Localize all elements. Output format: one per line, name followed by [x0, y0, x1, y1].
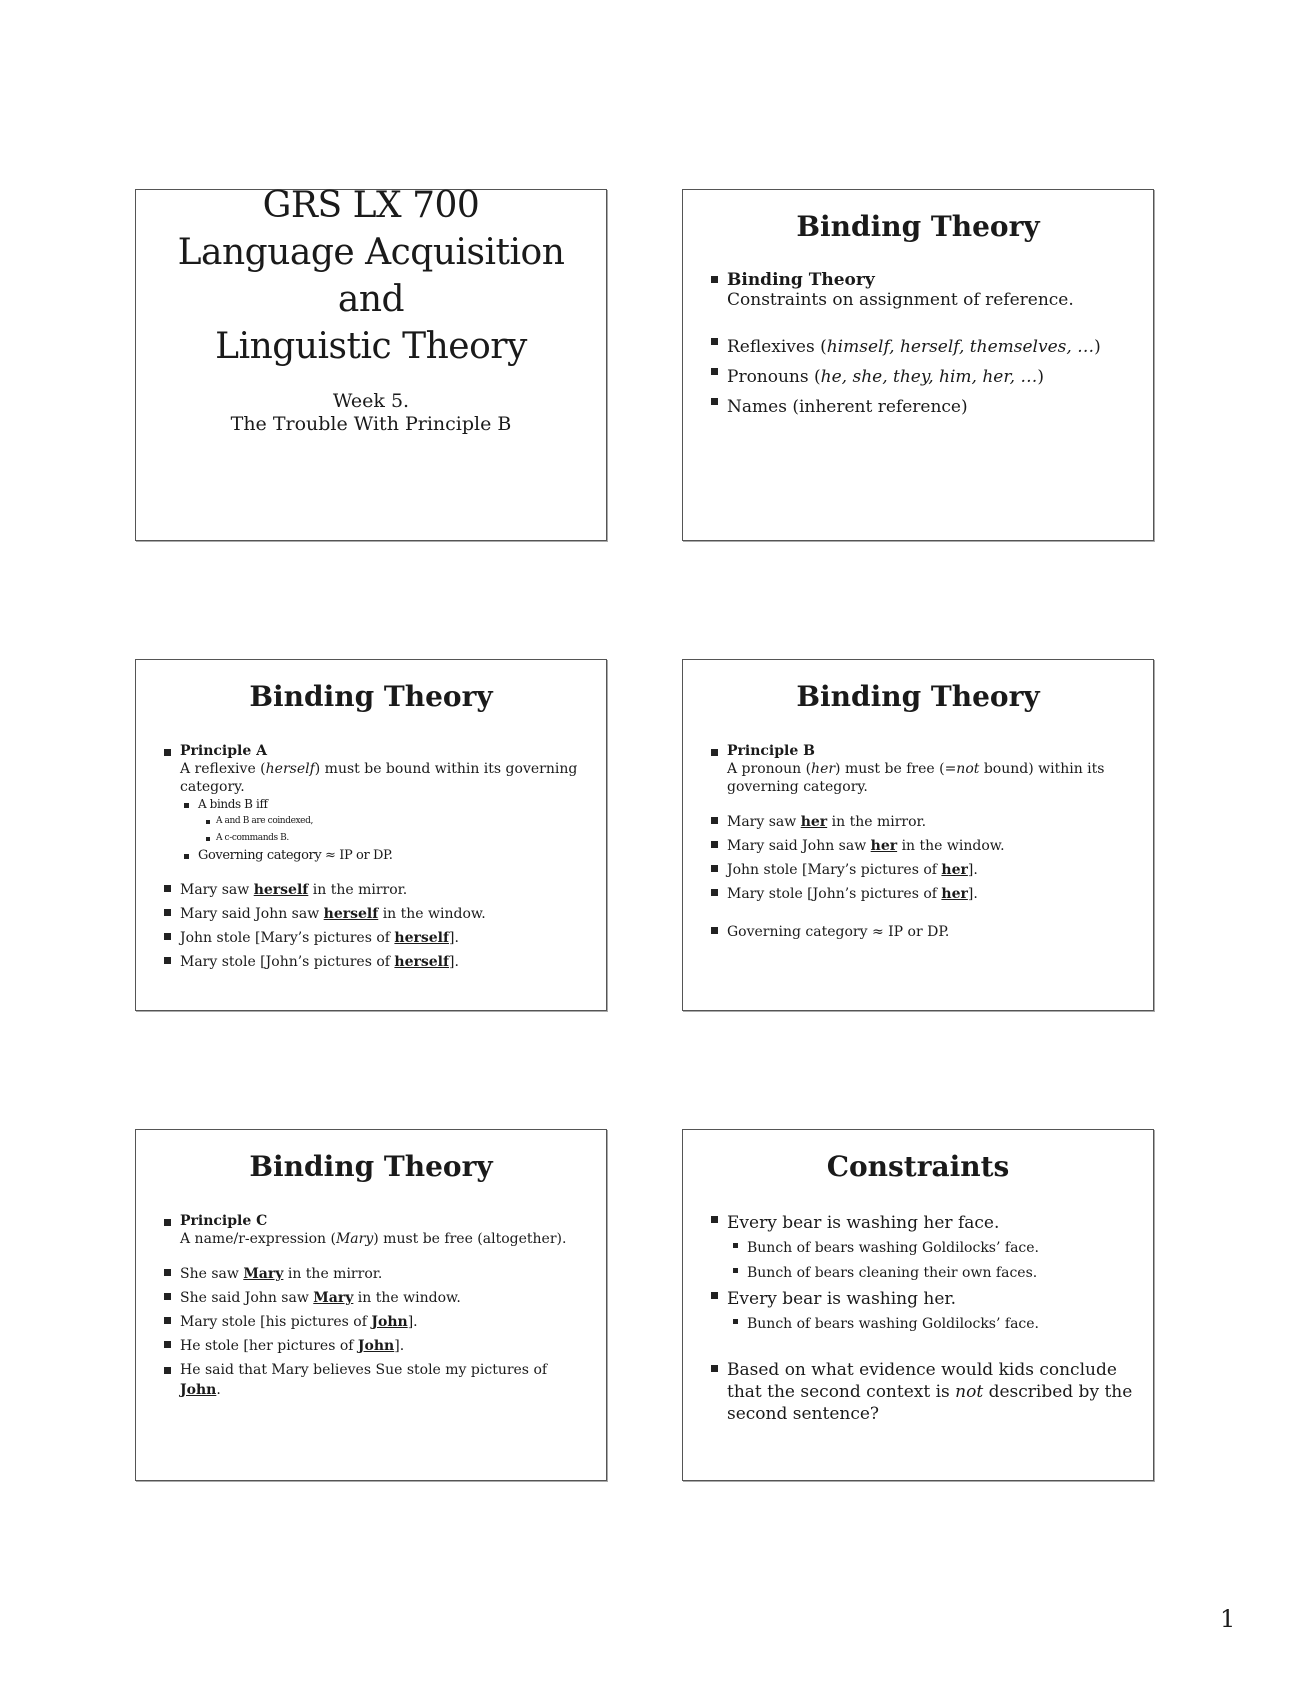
- bullet-heading: Principle A: [180, 743, 267, 759]
- text: ): [1037, 367, 1045, 387]
- underlined-text: herself: [394, 930, 449, 946]
- slide-body: [164, 1212, 592, 1400]
- underlined-text: her: [941, 862, 968, 878]
- text: ].: [449, 954, 459, 970]
- bullet-heading: Principle C: [180, 1213, 268, 1229]
- underlined-text: herself: [253, 882, 309, 898]
- slide-3-principle-a: [135, 659, 607, 1011]
- text: described by the second sentence?: [727, 1382, 1133, 1424]
- italic-text: himself, herself, themselves, …: [826, 337, 1095, 357]
- slide-1-title: [135, 185, 607, 541]
- text: ].: [394, 1338, 405, 1354]
- example-item: [164, 926, 592, 950]
- text: A reflexive (: [180, 761, 266, 777]
- underlined-text: herself: [394, 954, 449, 970]
- example-item: [164, 902, 592, 926]
- text: in the window.: [378, 906, 486, 922]
- italic-text: herself: [265, 761, 315, 777]
- sub-bullet: Bunch of bears cleaning their own faces.: [733, 1261, 1139, 1286]
- bullet-text: Constraints on assignment of reference.: [727, 290, 1074, 310]
- slide-title: Binding Theory: [796, 680, 1040, 713]
- text: John stole [Mary’s pictures of: [180, 930, 395, 946]
- title-line-3: and: [337, 279, 405, 320]
- example-item: [164, 878, 592, 902]
- slide-4-principle-b: [682, 659, 1154, 1011]
- underlined-text: herself: [323, 906, 379, 922]
- underlined-text: Mary: [313, 1290, 354, 1306]
- text: in the mirror.: [827, 814, 927, 830]
- underlined-text: her: [800, 814, 828, 830]
- text: ].: [967, 886, 978, 902]
- slide-2-binding-theory: [682, 189, 1154, 541]
- bullet-item: [711, 1359, 1139, 1425]
- text: in the mirror.: [283, 1266, 383, 1282]
- bullet-heading: Principle B: [727, 743, 815, 759]
- italic-text: he, she, they, him, her, …: [820, 367, 1038, 387]
- example-item: [164, 1310, 592, 1334]
- text: .: [216, 1382, 221, 1398]
- bullet-item: [711, 742, 1139, 796]
- text: Reflexives (: [727, 337, 827, 357]
- slide-title: Constraints: [826, 1150, 1010, 1183]
- slide-body: [711, 270, 1139, 422]
- example-item: [164, 1286, 592, 1310]
- text: He said that Mary believes Sue stole my pictures of: [180, 1362, 548, 1378]
- example-item: [164, 1334, 592, 1358]
- text: A name/r-expression (: [180, 1231, 336, 1247]
- text: Mary stole [John’s pictures of: [180, 954, 395, 970]
- example-item: [164, 1262, 592, 1286]
- bullet-item: Governing category ≈ IP or DP.: [711, 920, 1139, 944]
- text: ): [1094, 337, 1101, 357]
- italic-text: not: [956, 761, 980, 777]
- text: in the window.: [897, 838, 1005, 854]
- text: A pronoun (: [727, 761, 812, 777]
- underlined-text: Mary: [243, 1266, 284, 1282]
- italic-text: her: [811, 761, 836, 777]
- underlined-text: John: [180, 1382, 217, 1398]
- slide-title: Binding Theory: [796, 210, 1040, 243]
- text: She said John saw: [180, 1290, 314, 1306]
- italic-text: not: [955, 1382, 984, 1402]
- sub-bullet: A binds B iff: [184, 796, 592, 813]
- example-item: [164, 1360, 592, 1400]
- underlined-text: her: [870, 838, 898, 854]
- deck-title: [136, 182, 606, 370]
- bullet-item: [164, 1212, 592, 1248]
- bullet-item: Every bear is washing her face.: [711, 1210, 1139, 1236]
- text: Mary stole [John’s pictures of: [727, 886, 942, 902]
- bullet-item: [164, 742, 592, 796]
- sub-sub-bullet: A c-commands B.: [206, 830, 592, 847]
- text: Pronouns (: [727, 367, 821, 387]
- text: Mary saw: [180, 882, 254, 898]
- slide-body: [711, 742, 1139, 944]
- example-item: [711, 810, 1139, 834]
- example-item: [711, 858, 1139, 882]
- page-number: 1: [1220, 1605, 1236, 1633]
- slide-body: [711, 1210, 1139, 1425]
- sub-bullet: Governing category ≈ IP or DP.: [184, 847, 592, 864]
- deck-subtitle: [136, 390, 606, 436]
- slide-5-principle-c: [135, 1129, 607, 1481]
- sub-bullet: Bunch of bears washing Goldilocks’ face.: [733, 1236, 1139, 1261]
- text: ) must be free (altogether).: [373, 1231, 567, 1247]
- subtitle-line-1: Week 5.: [332, 390, 410, 412]
- sub-bullet: Bunch of bears washing Goldilocks’ face.: [733, 1312, 1139, 1337]
- slide-body: [164, 742, 592, 974]
- bullet-item: [711, 362, 1139, 392]
- text: She saw: [180, 1266, 244, 1282]
- text: Mary stole [his pictures of: [180, 1314, 372, 1330]
- slide-title: Binding Theory: [249, 680, 493, 713]
- italic-text: Mary: [335, 1231, 374, 1247]
- text: John stole [Mary’s pictures of: [727, 862, 942, 878]
- text: Mary said John saw: [727, 838, 871, 854]
- text: ) must be free (=: [835, 761, 957, 777]
- bullet-item: Every bear is washing her.: [711, 1286, 1139, 1312]
- text: in the window.: [353, 1290, 461, 1306]
- text: ].: [449, 930, 459, 946]
- title-line-4: Linguistic Theory: [215, 326, 527, 367]
- bullet-item: [711, 332, 1139, 362]
- subtitle-line-2: The Trouble With Principle B: [230, 413, 512, 435]
- text: bound) within its governing category.: [727, 761, 1105, 795]
- underlined-text: her: [941, 886, 968, 902]
- text: Mary said John saw: [180, 906, 324, 922]
- underlined-text: John: [371, 1314, 408, 1330]
- text: in the mirror.: [308, 882, 408, 898]
- slide-title: Binding Theory: [249, 1150, 493, 1183]
- slide-6-constraints: [682, 1129, 1154, 1481]
- text: Mary saw: [727, 814, 801, 830]
- text: ].: [407, 1314, 418, 1330]
- title-line-2: Language Acquisition: [177, 232, 565, 273]
- text: Based on what evidence would kids conclude that the second context is: [727, 1360, 1117, 1402]
- example-item: [711, 834, 1139, 858]
- bullet-item: [711, 270, 1139, 310]
- example-item: [164, 950, 592, 974]
- bullet-item: Names (inherent reference): [711, 392, 1139, 422]
- sub-sub-bullet: A and B are coindexed,: [206, 813, 592, 830]
- text: He stole [her pictures of: [180, 1338, 358, 1354]
- text: ].: [967, 862, 978, 878]
- title-line-1: GRS LX 700: [262, 185, 480, 226]
- text: ) must be bound within its governing category.: [180, 761, 578, 795]
- underlined-text: John: [357, 1338, 395, 1354]
- bullet-heading: Binding Theory: [727, 270, 875, 290]
- example-item: [711, 882, 1139, 906]
